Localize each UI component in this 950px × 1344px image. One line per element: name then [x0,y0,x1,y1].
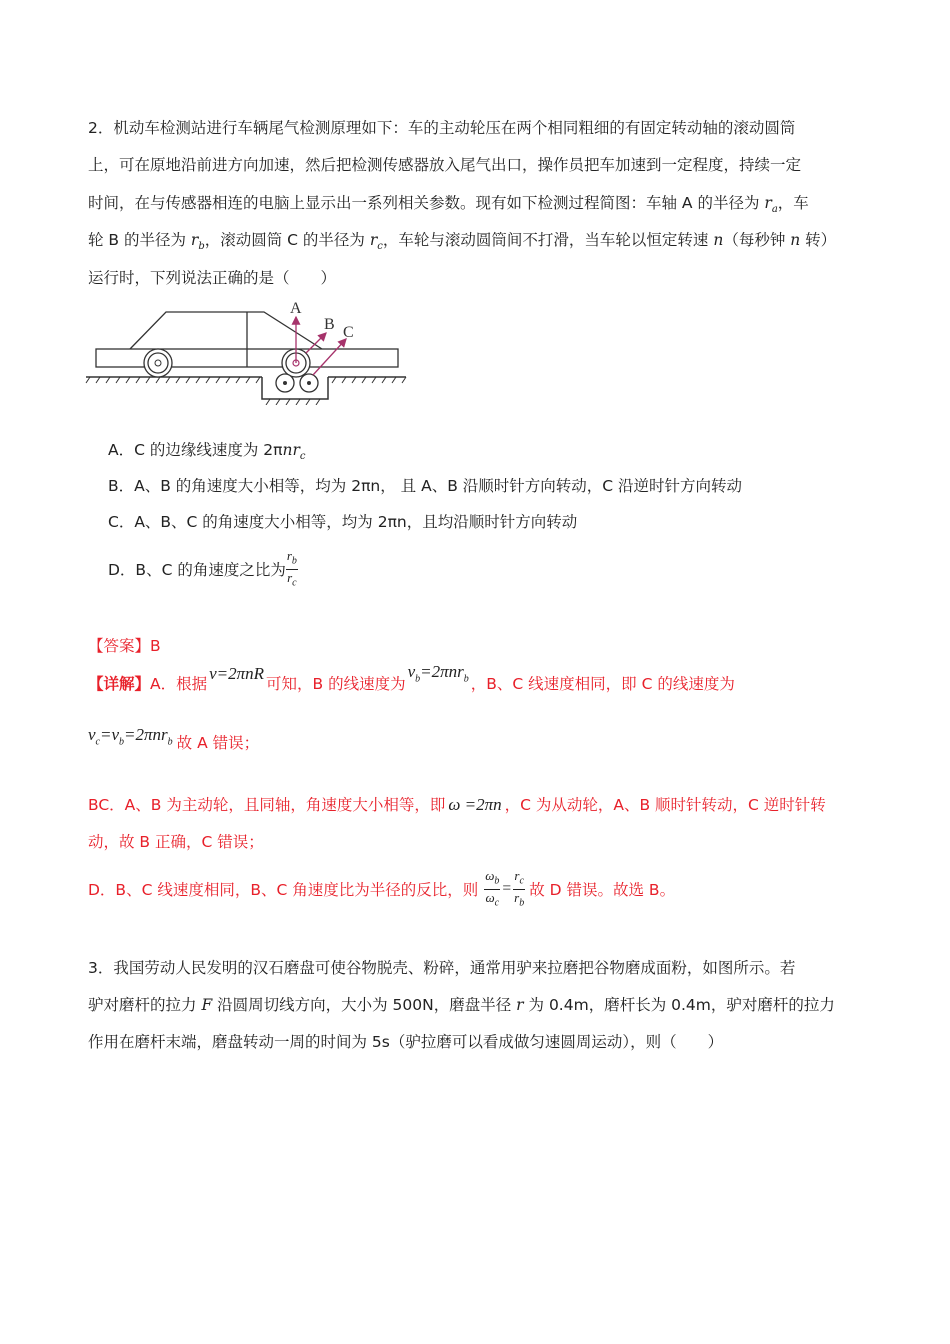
rb-symbol: r [190,231,199,249]
analysis-text: 可知，B 的线速度为 [266,675,406,693]
analysis-text: ，C 为从动轮，A、B 顺时针转动，C 逆时针转 [504,796,826,814]
analysis-line-2 [88,725,260,755]
label-a: A [290,300,302,317]
rc-sub: c [377,241,383,253]
analysis-label: 【详解】 [88,675,151,693]
stem-paren-tail: 转） [800,231,837,249]
r-symbol: r [292,441,300,459]
frac-den-sub: c [292,577,297,589]
answer-label: 【答案】 [88,637,151,655]
answer-value: B [150,637,161,655]
analysis-text: D．B、C 线速度相同，B、C 角速度比为半径的反比，则 [88,881,479,900]
arrow-c [313,339,346,375]
equation-v-2pinR: v=2πnR [209,664,265,683]
q2-answer [88,634,161,656]
ra-symbol: r [764,194,772,212]
label-b: B [324,316,335,333]
analysis-text: A．根据 [150,675,208,693]
q2-stem-line-3 [88,191,809,215]
stem-paren: （每秒钟 [723,231,791,249]
stem-tail: ，车轮与滚动圆筒间不打滑，当车轮以恒定转速 [382,231,714,249]
n-symbol: n [282,441,293,459]
analysis-line-3 [88,793,826,815]
q3-line-3: 作用在磨杆末端，磨盘转动一周的时间为 5s（驴拉磨可以看成做匀速圆周运动），则（ ） [88,1033,724,1051]
equals-sign: = [502,880,512,898]
roller-c-right-axle [307,381,311,385]
arrow-b [306,333,326,353]
analysis-line-1 [88,662,735,696]
analysis-line-5 [88,868,675,910]
q3-text: 为 0.4m，磨杆长为 0.4m，驴对磨杆的拉力 [523,996,835,1014]
analysis-text: BC．A、B 为主动轮，且同轴，角速度大小相等，即 [88,796,446,814]
label-c: C [343,324,354,341]
n-symbol: n [790,231,801,249]
analysis-line-4: 动，故 B 正确，C 错误； [88,833,264,851]
roller-c-left-axle [283,381,287,385]
rc-symbol: r [369,231,378,249]
frac-den: r [287,569,293,585]
ratio-rc-rb: $\frac{r_c}{r_b}$ [514,868,525,909]
rc-sub: c [299,451,306,463]
q3-line-2 [88,993,835,1015]
equation-omega: ω =2πn [448,795,502,814]
option-d-prefix: D．B、C 的角速度之比为 [108,561,286,580]
q2-stem-line-5: 运行时，下列说法正确的是（ ） [88,269,337,287]
rb-sub: b [198,241,205,253]
analysis-text: 故 D 错误。故选 B。 [529,881,676,900]
q2-stem-text: 时间，在与传感器相连的电脑上显示出一系列相关参数。现有如下检测过程简图：车轴 A 的半径为 [88,194,765,212]
n-symbol: n [713,231,724,249]
pit-hatch [266,399,320,405]
frac-num-sub: b [291,555,297,567]
q2-option-c: C．A、B、C 的角速度大小相等，均为 2πn，且均沿顺时针方向转动 [108,513,578,531]
q2-option-d [108,548,298,590]
q2-stem-line-2: 上，可在原地沿前进方向加速，然后把检测传感器放入尾气出口，操作员把车加速到一定程度，持续一定 [88,156,802,174]
car-test-diagram [84,295,414,405]
option-a-prefix: A．C 的边缘线速度为 2π [108,441,283,459]
equation-vc: $v_c=v_b=2\pi nr_b$ [88,725,173,748]
ra-sub: a [771,204,778,216]
force-symbol: F [201,996,213,1014]
analysis-text: ，B、C 线速度相同，即 C 的线速度为 [470,675,735,693]
q3-text: 驴对磨杆的拉力 [88,996,202,1014]
q2-option-b: B．A、B 的角速度大小相等，均为 2πn， 且 A、B 沿顺时针方向转动，C 沿逆时针方向转动 [108,477,743,495]
frac-num: r [286,548,292,563]
radius-symbol: r [516,996,524,1014]
ground-hatch-right [332,377,406,383]
ra-tail: ，车 [777,194,809,212]
q3-text: 沿圆周切线方向，大小为 500N，磨盘半径 [212,996,517,1014]
analysis-text: 故 A 错误； [176,734,260,752]
car-roof [130,312,322,349]
stem-mid: ，滚动圆筒 C 的半径为 [204,231,370,249]
q2-option-a [108,438,306,462]
equation-vb: $v_b=2\pi nr_b$ [407,662,469,685]
ground-hatch-left [86,377,260,383]
ratio-rb-rc [286,548,298,590]
q3-line-1: 3．我国劳动人民发明的汉石磨盘可使谷物脱壳、粉碎，通常用驴来拉磨把谷物磨成面粉，如图所示。若 [88,959,796,977]
ratio-omega-b-c: $\frac{\omega_b}{\omega_c}$ [485,868,500,909]
q2-stem-line-4 [88,228,836,252]
q2-stem-line-1: 2．机动车检测站进行车辆尾气检测原理如下：车的主动轮压在两个相同粗细的有固定转动轴的滚动圆筒 [88,119,796,137]
q2-stem-text: 轮 B 的半径为 [88,231,191,249]
